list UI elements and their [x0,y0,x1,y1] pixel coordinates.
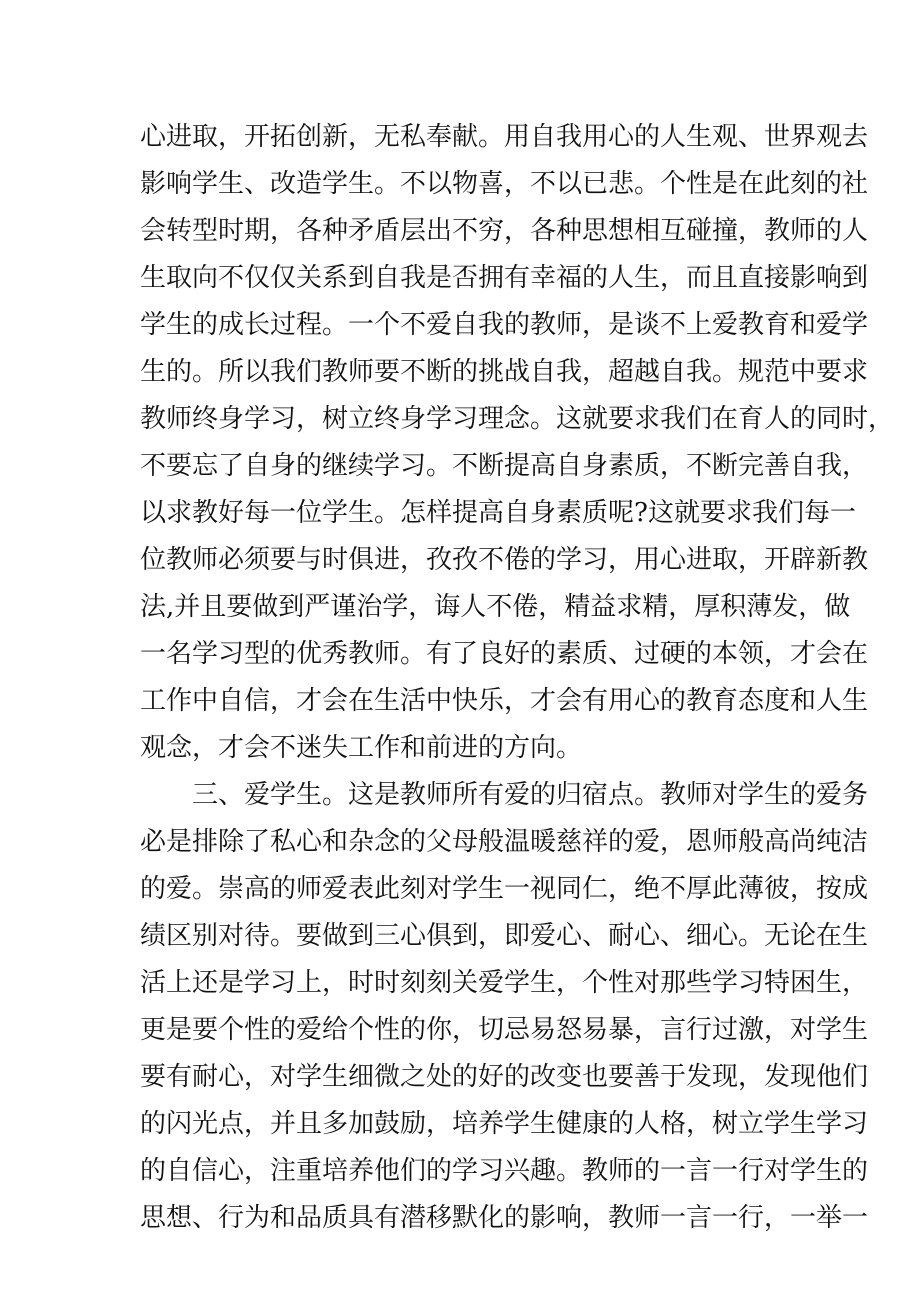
text-line: 以求教好每一位学生。怎样提高自身素质呢?这就要求我们每一 [140,498,856,528]
body-text [140,114,895,1242]
text-line: 要有耐心，对学生细微之处的好的改变也要善于发现，发现他们 [140,1062,869,1092]
text-line: 不要忘了自身的继续学习。不断提高自身素质，不断完善自我， [140,451,869,481]
text-line: 法,并且要做到严谨治学，诲人不倦，精益求精，厚积薄发，做 [140,592,851,622]
text-line: 学生的成长过程。一个不爱自我的教师，是谈不上爱教育和爱学 [140,310,869,340]
text-line: 绩区别对待。要做到三心俱到，即爱心、耐心、细心。无论在生 [140,921,869,951]
text-line: 工作中自信，才会在生活中快乐，才会有用心的教育态度和人生 [140,686,869,716]
text-line: 教师终身学习，树立终身学习理念。这就要求我们在育人的同时， [140,404,895,434]
text-line: 活上还是学习上，时时刻刻关爱学生，个性对那些学习特困生， [140,968,869,998]
text-line: 思想、行为和品质具有潜移默化的影响，教师一言一行，一举一 [140,1203,869,1233]
text-line: 影响学生、改造学生。不以物喜，不以已悲。个性是在此刻的社 [140,169,869,199]
text-line: 心进取，开拓创新，无私奉献。用自我用心的人生观、世界观去 [140,122,869,152]
text-line: 位教师必须要与时俱进，孜孜不倦的学习，用心进取，开辟新教 [140,545,869,575]
text-line: 必是排除了私心和杂念的父母般温暖慈祥的爱，恩师般高尚纯洁 [140,827,869,857]
text-line: 的闪光点，并且多加鼓励，培养学生健康的人格，树立学生学习 [140,1109,869,1139]
text-line: 生的。所以我们教师要不断的挑战自我，超越自我。规范中要求 [140,357,869,387]
text-line: 的自信心，注重培养他们的学习兴趣。教师的一言一行对学生的 [140,1156,869,1186]
paragraph-end-line: 观念，才会不迷失工作和前进的方向。 [140,733,583,763]
section-start-line: 三、爱学生。这是教师所有爱的归宿点。教师对学生的爱务 [192,780,869,810]
text-line: 会转型时期，各种矛盾层出不穷，各种思想相互碰撞，教师的人 [140,216,869,246]
text-line: 更是要个性的爱给个性的你，切忌易怒易暴，言行过激，对学生 [140,1015,869,1045]
text-line: 的爱。崇高的师爱表此刻对学生一视同仁，绝不厚此薄彼，按成 [140,874,869,904]
text-line: 一名学习型的优秀教师。有了良好的素质、过硬的本领，才会在 [140,639,869,669]
text-line: 生取向不仅仅关系到自我是否拥有幸福的人生，而且直接影响到 [140,263,869,293]
